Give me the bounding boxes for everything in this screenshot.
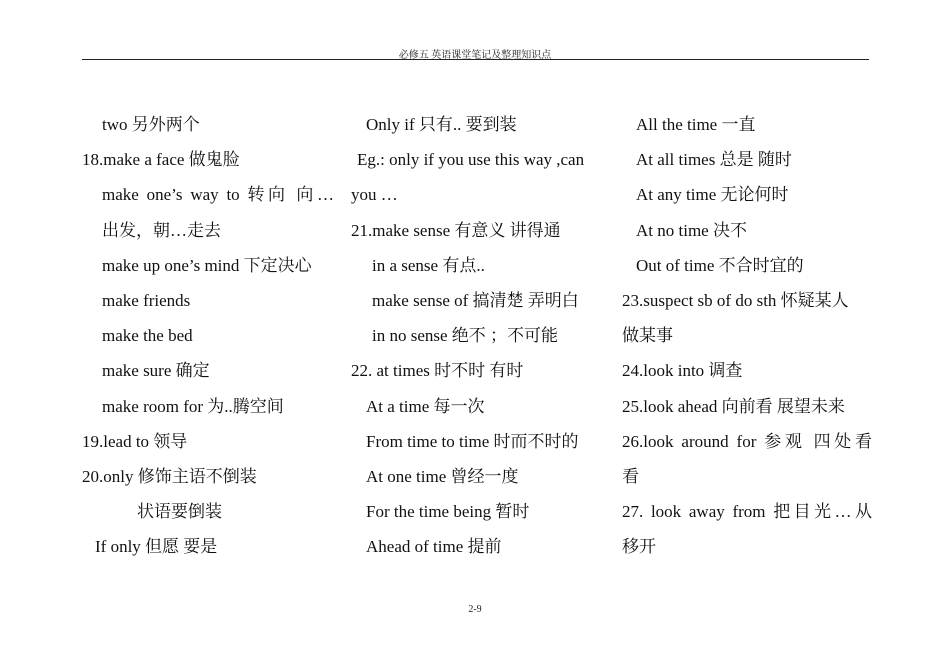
text-line: At no time 决不 (636, 220, 747, 240)
text-line: From time to time 时而不时的 (366, 431, 579, 451)
text-line: in a sense 有点.. (372, 255, 485, 275)
text-line: make the bed (102, 326, 193, 346)
text-line: make friends (102, 290, 191, 310)
header-rule (82, 59, 869, 60)
text-line: 22. at times 时不时 有时 (351, 361, 524, 381)
text-line: Ahead of time 提前 (366, 537, 502, 557)
text-line: 27. look away from 把目光…从 (622, 502, 872, 522)
text-line: 移开 (622, 537, 656, 557)
text-line: 26.look around for 参观 四处看 (622, 431, 872, 451)
text-line: All the time 一直 (636, 115, 756, 134)
text-line: Out of time 不合时宜的 (636, 255, 804, 275)
text-line: in no sense 绝不 ；不可能 (372, 326, 559, 346)
text-line: make up one’s mind 下定决心 (102, 255, 312, 275)
column-1 (82, 107, 334, 564)
text-line: make sense of 搞清楚 弄明白 (372, 290, 579, 310)
text-line: 看 (622, 466, 639, 486)
text-line: 出发，朝…走去 (102, 220, 221, 240)
text-line: At all times 总是 随时 (636, 150, 792, 170)
text-line: make sure 确定 (102, 361, 210, 381)
column-3 (622, 107, 872, 564)
text-line: 19.lead to 领导 (82, 431, 188, 451)
text-line: 20.only 修饰主语不倒装 (82, 466, 257, 486)
text-line: you … (351, 185, 398, 205)
text-line: Only if 只有.. 要到装 (366, 115, 517, 134)
text-line: At a time 每一次 (366, 396, 485, 416)
text-line: At any time 无论何时 (636, 185, 789, 205)
text-line: 做某事 (622, 326, 673, 346)
text-line: For the time being 暂时 (366, 502, 530, 522)
page-header: 必修五 英语课堂笔记及整理知识点 (398, 50, 552, 61)
text-line: 21.make sense 有意义 讲得通 (351, 220, 561, 240)
text-line: two 另外两个 (102, 115, 200, 134)
text-line: If only 但愿 要是 (95, 537, 218, 557)
column-2 (351, 107, 603, 564)
text-line: 25.look ahead 向前看 展望未来 (622, 396, 845, 416)
text-line: 24.look into 调查 (622, 361, 743, 381)
page-number: 2-9 (468, 604, 482, 615)
text-line: 18.make a face 做鬼脸 (82, 150, 240, 170)
text-line: Eg.: only if you use this way ,can (357, 150, 585, 170)
text-line: 状语要倒装 (137, 502, 222, 522)
text-line: make room for 为..腾空间 (102, 396, 284, 416)
text-line: make one’s way to 转向 向… (102, 185, 334, 205)
text-line: 23.suspect sb of do sth 怀疑某人 (622, 290, 849, 310)
text-line: At one time 曾经一度 (366, 466, 519, 486)
